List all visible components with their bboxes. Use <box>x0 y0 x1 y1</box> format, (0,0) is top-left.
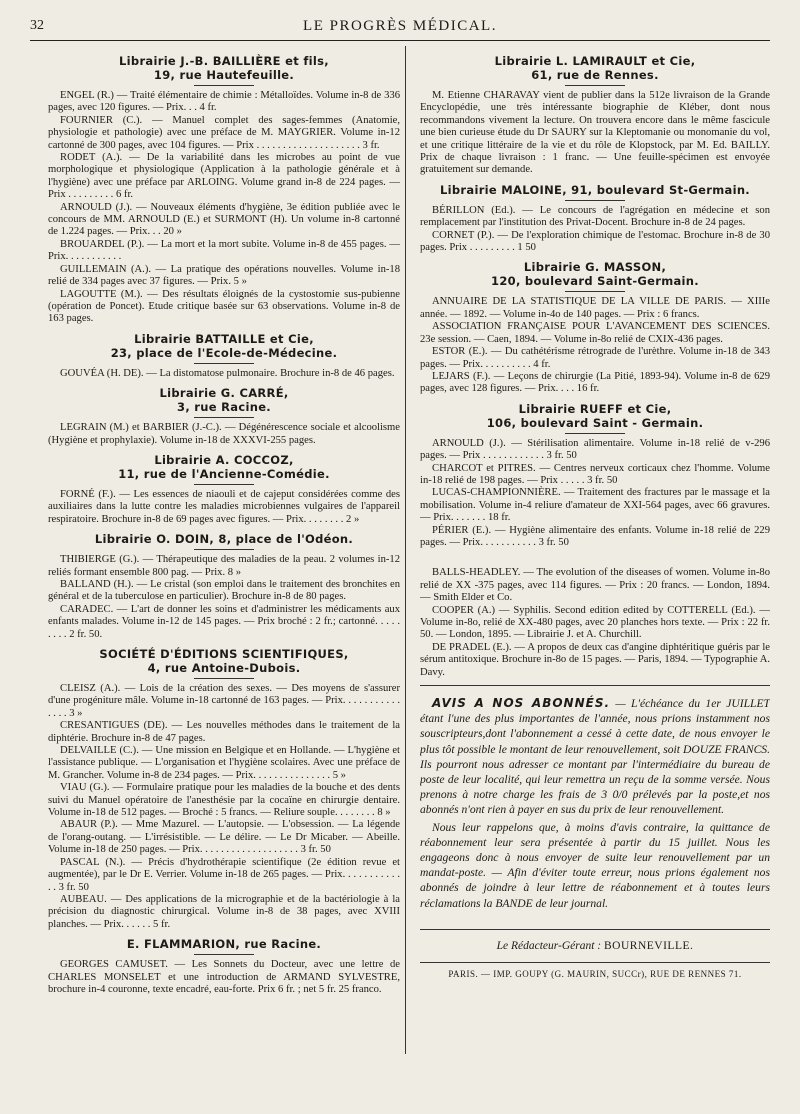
notice-body <box>420 696 770 911</box>
book-entry: DELVAILLE (C.). — Une mission en Belgique et en Hollande. — L'hygiène et l'assistance publique. — L'organisation et l'hygiène scolaires. Avec une préface de M. Grancher. Volume in-8 de 234 pages. — Prix. . . . . . . . . . . . . . . 5 » <box>48 745 400 781</box>
publisher-address: 11, rue de l'Ancienne-Comédie. <box>118 466 330 481</box>
book-entry: VIAU (G.). — Formulaire pratique pour les maladies de la bouche et des dents suivi du Manuel opératoire de l'anesthésie par la cocaïne en chirurgie dentaire. Volume in-18 de 512 pages. — Broché : 5 francs. — Reliure souple. . . . . . . . 8 » <box>48 782 400 819</box>
book-entry: CARADEC. — L'art de donner les soins et d'administrer les médicaments aux enfants malades. Volume in-12 de 145 pages. — Prix broché : 2 fr.; cartonné. . . . . . . . . 2 fr. 50. <box>48 603 400 640</box>
publisher-address: 23, place de l'Ecole-de-Médecine. <box>110 345 338 360</box>
book-entry: AUBEAU. — Des applications de la micrographie et de la bactériologie à la précision du diagnostic chirurgical. Volume in-8 de 38 pages, avec XVIII planches. — Prix. . . . . . 5 fr. <box>48 893 400 930</box>
book-entry: RODET (A.). — De la variabilité dans les microbes au point de vue morphologique et physiologique (Application à la pathologie générale et à l'hygiène) avec une préface par ARLOING. Volume grand in-8 de 224 pages. — Prix . . . . . . . . . 6 fr. <box>48 152 400 201</box>
notice-paragraph <box>420 696 770 818</box>
publisher-name: Librairie G. CARRÉ, <box>159 386 289 401</box>
book-entry: BALLAND (H.). — Le cristal (son emploi dans le traitement des bronchites en général et de la tuberculose en particulier). Brochure in-8 de 80 pages. <box>48 578 400 603</box>
right-column <box>420 48 770 1094</box>
right-listings <box>420 54 770 679</box>
book-entry: GUILLEMAIN (A.). — La pratique des opérations nouvelles. Volume in-18 relié de 334 pages avec 37 figures. — Prix. 5 » <box>48 263 400 288</box>
book-entry: ARNOULD (J.). — Stérilisation alimentaire. Volume in-18 relié de v-296 pages. — Prix . . . . . . . . . . . . 3 fr. 50 <box>420 437 770 462</box>
heading-rule <box>565 85 625 86</box>
book-entry: GOUVÉA (H. DE). — La distomatose pulmonaire. Brochure in-8 de 46 pages. <box>60 367 395 379</box>
publisher-name: E. FLAMMARION, rue Racine. <box>126 937 322 952</box>
publisher-name: SOCIÉTÉ D'ÉDITIONS SCIENTIFIQUES, <box>99 647 349 661</box>
book-entry: THIBIERGE (G.). — Thérapeutique des maladies de la peau. 2 volumes in-12 reliés formant ensemble 800 pag. — Prix. 8 » <box>48 554 400 578</box>
subscriber-notice <box>420 685 770 911</box>
book-entry: CORNET (P.). — De l'exploration chimique de l'estomac. Brochure in-8 de 30 pages. Prix . . . . . . . . . 1 50 <box>420 229 770 254</box>
book-entry: LUCAS-CHAMPIONNIÈRE. — Traitement des fractures par le massage et la mobilisation. Volume in-4 reliure d'amateur de XXI-564 pages, avec 66 gravures. — Prix. . . . . . . 18 fr. <box>420 487 770 524</box>
book-entry: FOURNIER (C.). — Manuel complet des sages-femmes (Anatomie, physiologie et pathologie) avec une préface de M. MAYGRIER. Volume in-12 cartonné de 300 pages, avec 104 figures. — Prix . . . . . . . . . . . . . . . . . . . . 3 fr. <box>48 114 400 151</box>
section-spacer <box>420 549 770 567</box>
heading-rule <box>565 200 625 201</box>
book-entry: LEGRAIN (M.) et BARBIER (J.-C.). — Dégénérescence sociale et alcoolisme (Hygiène et prophylaxie). Volume in-18 de XXXVI-255 pages. <box>48 422 400 446</box>
heading-rule <box>194 484 254 485</box>
notice-text-1: — L'échéance du 1er JUILLET étant l'une des plus importantes de l'année, nous prions instamment nos souscripteurs,dont l'abonnement a cessé à cette date, de nous envoyer le plus tôt possible le montant de leur renouvellement, soit DOUZE FRANCS. Ils pourront nous adresser ce montant par l'intermédiaire du bureau de poste de leur localité, qui leur remettra un reçu de la somme versée. Nous prenons à notre charge les frais de 3 0/0 prélevés par la poste,et nos abonnés n'ont rien à payer en sus du prix de leur renouvellement. <box>420 697 770 817</box>
publisher-address: 106, boulevard Saint - Germain. <box>486 415 704 430</box>
publisher-heading <box>420 183 770 197</box>
publisher-name: Librairie J.-B. BAILLIÈRE et fils, <box>119 54 329 68</box>
column-divider <box>405 46 406 1054</box>
book-entry: ENGEL (R.) — Traité élémentaire de chimie : Métalloïdes. Volume in-8 de 336 pages, avec 120 figures. — Prix. . . 4 fr. <box>48 90 400 114</box>
book-entry: PÉRIER (E.). — Hygiène alimentaire des enfants. Volume in-18 relié de 229 pages. — Prix. . . . . . . . . . . 3 fr. 50 <box>420 524 770 548</box>
book-entry: LAGOUTTE (M.). — Des résultats éloignés de la cystostomie sus-pubienne (opération de Poncet). Etude critique basée sur 63 observations. Volume in-8 de 163 pages. <box>48 288 400 325</box>
book-entry: M. Etienne CHARAVAY vient de publier dans la 512e livraison de la Grande Encyclopédie, une très intéressante biographie de Kléber, dont nous recommandons vivement la lecture. On trouvera encore dans le même fascicule une bien curieuse étude du Dr SAURY sur la Kleptomanie ou monomanie du vol, et une critique littéraire de la vie et du rôle de Klopstock, par M. Ed. BAILLY. Prix de chaque livraison : 1 franc. — Une feuille-spécimen est envoyée gratuitement sur demande. <box>420 90 770 176</box>
publisher-address: 4, rue Antoine-Dubois. <box>147 661 301 675</box>
book-entry: FORNÉ (F.). — Les essences de niaouli et de cajeput considérées comme des auxiliaires dans la lutte contre les maladies microbiennes vulgaires de l'appareil respiratoire. Brochure in-8 de 69 pages avec figures. — Prix. . . . . . . . 2 » <box>48 488 400 525</box>
publisher-heading <box>48 937 400 951</box>
heading-rule <box>565 291 625 292</box>
page-header <box>30 16 770 38</box>
publisher-heading <box>48 532 400 546</box>
heading-rule <box>194 678 254 679</box>
book-entry: CLEISZ (A.). — Lois de la création des sexes. — Des moyens de s'assurer d'une progéniture mâle. Volume in-18 cartonné de 163 pages. — Prix. . . . . . . . . . . . . . . 3 » <box>48 683 400 719</box>
page-number: 32 <box>30 18 44 33</box>
book-entry: BÉRILLON (Ed.). — Le concours de l'agrégation en médecine et son remplacement par l'institution des Privat-Docent. Brochure in-8 de 24 pages. <box>420 204 770 229</box>
heading-rule <box>194 363 254 364</box>
book-entry: PASCAL (N.). — Précis d'hydrothérapie scientifique (2e édition revue et augmentée), par le Dr E. Verrier. Volume in-18 de 265 pages. — Prix. . . . . . . . . . . . . 3 fr. 50 <box>48 856 400 893</box>
book-entry: ABAUR (P.). — Mme Mazurel. — L'autopsie. — L'obsession. — La légende de l'orang-outang. — L'irrésistible. — Le délire. — Le Dr Micaber. — Abeille. Volume in-18 de 250 pages. — Prix. . . . . . . . . . . . . . . . . . . 3 fr. 50 <box>48 819 400 856</box>
editor-signature <box>420 929 770 952</box>
publisher-name: Librairie O. DOIN, 8, place de l'Odéon. <box>94 532 354 547</box>
publisher-heading <box>420 54 770 82</box>
publisher-heading <box>48 647 400 675</box>
publisher-heading <box>420 402 770 430</box>
book-entry: ARNOULD (J.). — Nouveaux éléments d'hygiène, 3e édition publiée avec le concours de MM. ARNOULD (E.) et SURMONT (H). Un volume in-8 cartonné de 1.224 pages. — Prix. . . 20 » <box>48 201 400 238</box>
printer-imprint: PARIS. — IMP. GOUPY (G. MAURIN, SUCCr), RUE DE RENNES 71. <box>420 962 770 979</box>
publisher-address: 19, rue Hautefeuille. <box>153 68 295 82</box>
book-entry: CHARCOT et PITRES. — Centres nerveux corticaux chez l'homme. Volume in-18 relié de 198 pages. — Prix . . . . . 3 fr. 50 <box>420 462 770 486</box>
book-entry: BROUARDEL (P.). — La mort et la mort subite. Volume in-8 de 455 pages. — Prix. . . . . . . . . . . <box>48 238 400 263</box>
book-entry: DE PRADEL (E.). — A propos de deux cas d'angine diphtéritique guéris par le sérum antitoxique. Brochure in-8o de 15 pages. — Paris, 1894. — Typographie A. Davy. <box>420 641 770 678</box>
publisher-name: Librairie RUEFF et Cie, <box>518 401 672 416</box>
signature-name: BOURNEVILLE. <box>604 939 694 952</box>
book-entry: COOPER (A.) — Syphilis. Second edition edited by COTTERELL (Ed.). — Volume in-8o, relié de XX-480 pages, avec 20 planches hors texte. — Prix : 22 fr. 50. — London, 1895. — Librairie J. et A. Churchill. <box>420 604 770 641</box>
publisher-name: Librairie A. COCCOZ, <box>154 452 294 467</box>
publisher-heading <box>48 54 400 82</box>
heading-rule <box>565 433 625 434</box>
journal-title: LE PROGRÈS MÉDICAL. <box>303 18 497 34</box>
publisher-heading <box>48 386 400 414</box>
publisher-heading <box>48 332 400 360</box>
publisher-name: Librairie MALOINE, 91, boulevard St-Germain. <box>440 182 750 197</box>
book-entry: LEJARS (F.). — Leçons de chirurgie (La Pitié, 1893-94). Volume in-8 de 629 pages, avec 128 figures. — Prix. . . . 16 fr. <box>420 370 770 395</box>
notice-heading: AVIS A NOS ABONNÉS. <box>432 696 611 711</box>
publisher-address: 3, rue Racine. <box>177 400 271 415</box>
book-entry: GEORGES CAMUSET. — Les Sonnets du Docteur, avec une lettre de CHARLES MONSELET et une introduction de ARMAND SYLVESTRE, brochure in-4 couronne, texte encadré, eau-forte. Prix 6 fr. ; net 5 fr. 25 franco. <box>48 959 400 995</box>
heading-rule <box>194 549 254 550</box>
heading-rule <box>194 954 254 955</box>
book-entry: ESTOR (E.). — Du cathétérisme rétrograde de l'urèthre. Volume in-18 de 343 pages. — Prix. . . . . . . . . . 4 fr. <box>420 346 770 370</box>
signature-label: Le Rédacteur-Gérant : <box>496 939 602 952</box>
publisher-name: Librairie G. MASSON, <box>523 260 667 275</box>
book-entry: BALLS-HEADLEY. — The evolution of the diseases of women. Volume in-8o relié de XX -375 pages, avec 114 figures. — Prix : 20 francs. — London, 1894. — Smith Elder et Co. <box>420 567 770 604</box>
publisher-address: 61, rue de Rennes. <box>531 68 659 82</box>
notice-text-2: Nous leur rappelons que, à moins d'avis contraire, la quittance de réabonnement leur sera présentée à partir du 15 juillet. Nous les engageons donc à nous envoyer de suite leur renouvellement par un mandat-poste. — Afin d'éviter toute erreur, nous prions également nos abonnés de joindre à leur lettre de réabonnement et à toutes leurs réclamations la BANDE de leur journal. <box>420 820 770 910</box>
book-entry: CRESANTIGUES (DE). — Les nouvelles méthodes dans le traitement de la diphtérie. Brochure in-8 de 47 pages. <box>48 720 400 744</box>
publisher-address: 120, boulevard Saint-Germain. <box>491 274 699 289</box>
heading-rule <box>194 85 254 86</box>
publisher-heading <box>420 260 770 288</box>
publisher-name: Librairie L. LAMIRAULT et Cie, <box>494 54 696 68</box>
book-entry: ANNUAIRE DE LA STATISTIQUE DE LA VILLE DE PARIS. — XIIIe année. — 1892. — Volume in-4o de 140 pages. — Prix : 6 francs. <box>420 296 770 320</box>
left-column <box>48 48 400 1094</box>
book-entry: ASSOCIATION FRANÇAISE POUR L'AVANCEMENT DES SCIENCES. 23e session. — Caen, 1894. — Volume in-8o relié de CXIX-436 pages. <box>420 321 770 345</box>
heading-rule <box>194 417 254 418</box>
publisher-heading <box>48 453 400 481</box>
header-rule <box>30 40 770 41</box>
publisher-name: Librairie BATTAILLE et Cie, <box>134 331 314 346</box>
